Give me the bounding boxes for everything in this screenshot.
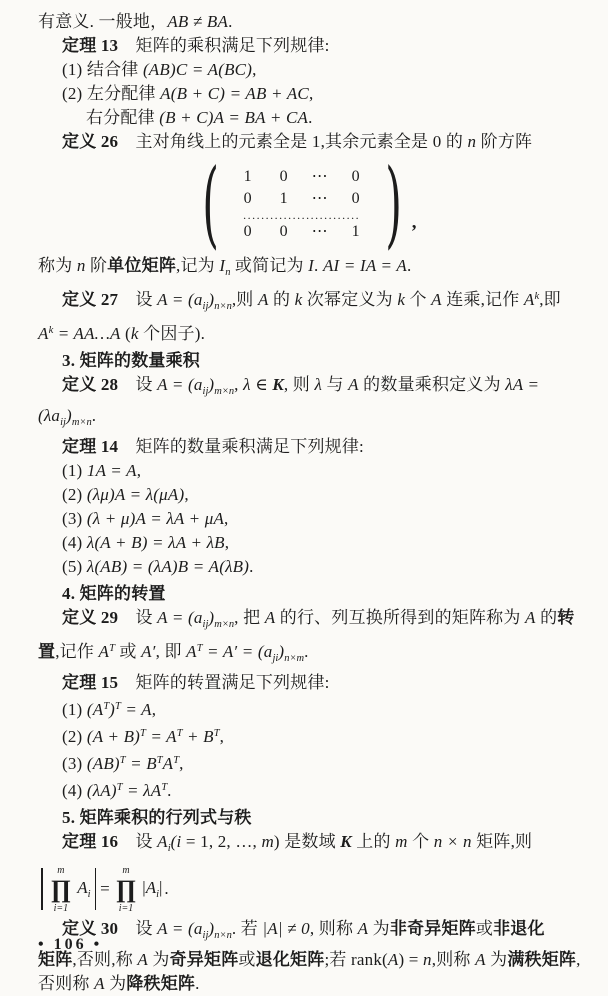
text-segment: T — [196, 643, 203, 654]
text-segment: 定义 26 — [62, 132, 119, 151]
text-segment: 次幂定义为 — [302, 290, 398, 309]
text-segment: A — [77, 878, 88, 897]
text-segment: 与 — [322, 375, 349, 394]
text-segment: . — [228, 12, 233, 31]
text-segment: 非退化 — [493, 919, 545, 938]
text-segment: 1A = A — [86, 461, 137, 480]
matrix-entry: 0 — [279, 167, 288, 185]
text-segment: 矩阵,则 — [471, 832, 533, 851]
section-3-heading — [0, 349, 608, 373]
theorem-15-item-2 — [0, 722, 608, 749]
text-segment: k — [130, 324, 139, 343]
matrix-entry: 0 — [243, 222, 252, 240]
text-segment: ,即 — [539, 290, 561, 309]
text-segment: k — [534, 291, 540, 302]
text-segment: ) — [278, 642, 285, 661]
text-segment: 或简记为 — [230, 256, 309, 275]
text-segment: , — [184, 485, 189, 504]
text-segment: T — [173, 755, 180, 766]
text-segment: m×n — [214, 619, 235, 630]
text-segment: A = (a — [157, 919, 203, 938]
text-segment: n×m — [284, 653, 305, 664]
theorem-15 — [0, 671, 608, 695]
text-segment: (2) 左分配律 — [62, 84, 161, 103]
matrix-entry: 0 — [351, 189, 360, 207]
text-segment: , — [136, 461, 142, 480]
text-segment: 设 — [118, 608, 158, 627]
text-segment: (5) — [62, 557, 87, 576]
text-segment: 矩阵的转置满足下列规律: — [118, 673, 330, 692]
text-segment: = A′ = (a — [202, 642, 273, 661]
text-segment: A — [348, 375, 359, 394]
text-segment: 称为 — [38, 256, 77, 275]
text-segment: A — [257, 290, 269, 309]
text-segment: n — [76, 256, 86, 275]
text-segment: 为 — [485, 950, 508, 969]
text-segment: A = (a — [157, 290, 203, 309]
text-segment: ) — [208, 919, 215, 938]
text-segment: k — [397, 290, 406, 309]
product-operator — [51, 865, 72, 914]
text-segment: λ(AB) = (λA)B = A(λB) — [86, 557, 250, 576]
text-segment: . — [406, 256, 412, 275]
text-segment: (4) — [62, 533, 87, 552]
matrix-dots: .......................... — [243, 209, 361, 221]
text-segment: T — [103, 701, 110, 712]
text-segment: ( — [170, 832, 177, 851]
text-segment: (λμ)A = λ(μA) — [86, 485, 185, 504]
matrix-entry: 0 — [279, 222, 288, 240]
text-segment: T — [140, 728, 146, 739]
text-segment: m×n — [214, 386, 235, 397]
text-segment: , 把 — [234, 608, 265, 627]
text-segment: 定理 14 — [62, 437, 119, 456]
text-segment: (λa — [38, 406, 61, 425]
matrix-entry: 1 — [351, 222, 360, 240]
text-segment: T — [115, 701, 121, 712]
text-segment: = A — [120, 700, 152, 719]
text-segment: . — [249, 557, 254, 576]
text-segment: ij — [202, 386, 209, 397]
theorem-14-item-1 — [0, 459, 608, 483]
identity-matrix — [0, 149, 608, 259]
determinant-product-formula — [0, 863, 608, 915]
theorem-15-item-4 — [0, 776, 608, 803]
definition-27 — [0, 285, 608, 319]
formula-period: . — [164, 879, 169, 898]
text-segment: 阶方阵 — [476, 132, 533, 151]
product-upper-limit: m — [122, 864, 130, 876]
text-segment: T — [161, 782, 168, 793]
text-segment: K — [340, 832, 352, 851]
text-segment: 的 — [535, 608, 558, 627]
text-segment: 设 — [118, 290, 158, 309]
text-segment: ,否则,称 — [72, 950, 138, 969]
section-4-heading — [0, 582, 608, 606]
abs-bar — [41, 868, 43, 910]
text-segment: T — [116, 782, 123, 793]
text-segment: 单位矩阵 — [107, 256, 177, 275]
text-segment: 定义 27 — [62, 290, 119, 309]
text-segment: AB ≠ BA — [167, 12, 229, 31]
text-segment: ,记作 — [55, 642, 99, 661]
text-segment: m×n — [71, 417, 92, 428]
text-segment: m — [395, 832, 408, 851]
product-lower-limit: i=1 — [53, 902, 69, 914]
text-segment: ) — [208, 375, 215, 394]
text-segment: 置 — [38, 642, 56, 661]
text-segment: ) — [208, 608, 215, 627]
text-segment: AI = IA = A — [322, 256, 407, 275]
text-segment: 定义 28 — [62, 375, 119, 394]
text-segment: | — [142, 878, 146, 897]
text-segment: (2) — [62, 485, 87, 504]
text-segment: ) — [65, 406, 72, 425]
text-segment: |A| ≠ 0 — [262, 919, 310, 938]
text-segment: n — [467, 132, 477, 151]
text-segment: i — [87, 889, 91, 900]
text-segment: A — [186, 642, 197, 661]
text-segment: i — [167, 843, 171, 854]
text-segment: ij — [202, 930, 209, 941]
text-segment: (2) — [62, 727, 87, 746]
text-segment: 或 — [238, 950, 256, 969]
text-segment: 3. 矩阵的数量乘积 — [62, 351, 200, 370]
text-segment: 个因子). — [138, 324, 206, 343]
text-segment: = λA — [122, 781, 162, 800]
text-segment: , — [252, 60, 257, 79]
matrix-right-paren: ) — [384, 149, 402, 259]
text-segment: (3) — [62, 509, 87, 528]
formula-argument — [141, 878, 163, 900]
equals-sign: = — [100, 879, 110, 898]
text-segment: 矩阵的数量乘积满足下列规律: — [118, 437, 364, 456]
text-segment: n×n — [214, 930, 232, 941]
definition-28 — [0, 373, 608, 404]
text-segment: (1) — [62, 461, 87, 480]
text-line-intro — [0, 10, 608, 34]
text-segment: = AA…A — [53, 324, 121, 343]
text-segment: 5. 矩阵乘积的行列式与秩 — [62, 808, 252, 827]
text-segment: 主对角线上的元素全是 1,其余元素全是 0 的 — [118, 132, 468, 151]
abs-bar — [95, 868, 97, 910]
text-segment: (3) — [62, 754, 87, 773]
text-segment: I — [219, 256, 226, 275]
text-segment: , — [224, 533, 230, 552]
text-segment: I — [308, 256, 315, 275]
text-segment: 定义 30 — [62, 919, 119, 938]
text-segment: 设 — [118, 919, 158, 938]
text-segment: (4) — [62, 781, 87, 800]
text-segment: + B — [182, 727, 214, 746]
definition-30-cont-2 — [0, 972, 608, 996]
text-segment: 或 — [475, 919, 494, 938]
text-segment: 定义 29 — [62, 608, 119, 627]
theorem-13-item-2b — [0, 106, 608, 130]
product-symbol: ∏ — [50, 875, 72, 903]
definition-27-cont — [0, 319, 608, 346]
text-segment: (λA) — [86, 781, 117, 800]
matrix-entry: 0 — [243, 189, 252, 207]
text-segment: , — [151, 700, 157, 719]
text-segment: (λ + μ)A = λA + μA — [86, 509, 225, 528]
text-segment: ij — [202, 619, 209, 630]
text-segment: . — [304, 642, 309, 661]
formula-argument — [76, 878, 91, 900]
text-segment: A — [523, 290, 535, 309]
text-segment: (B + C)A = BA + CA — [159, 108, 309, 127]
text-segment: . — [91, 406, 97, 425]
text-segment: (A + B) — [86, 727, 141, 746]
theorem-16 — [0, 830, 608, 861]
text-segment: n — [225, 267, 231, 278]
text-segment: ) — [109, 700, 116, 719]
theorem-14-item-4 — [0, 531, 608, 555]
text-segment: 降秩矩阵 — [126, 974, 196, 993]
text-segment: . 若 — [231, 919, 263, 938]
definition-26 — [0, 130, 608, 154]
text-segment: 为 — [104, 974, 127, 993]
text-segment: A — [525, 608, 536, 627]
text-segment: . — [167, 781, 172, 800]
matrix-left-paren: ( — [201, 149, 219, 259]
text-segment: | — [159, 878, 163, 897]
theorem-14-item-3 — [0, 507, 608, 531]
theorem-13 — [0, 34, 608, 58]
text-segment: ) = — [398, 950, 424, 969]
matrix-entries — [230, 166, 374, 243]
text-segment: T — [156, 755, 163, 766]
text-segment: 否则称 — [38, 974, 95, 993]
text-segment: , — [234, 375, 244, 394]
matrix-entry: 1 — [243, 167, 252, 185]
text-segment: ;若 rank( — [324, 950, 388, 969]
text-segment: , — [576, 950, 581, 969]
text-segment: λA = — [505, 375, 540, 394]
text-segment: , — [179, 754, 184, 773]
text-segment: A — [157, 832, 168, 851]
identity-matrix-caption — [0, 254, 608, 285]
text-segment: . — [195, 974, 200, 993]
text-segment: (A — [86, 700, 104, 719]
text-segment: 设 — [118, 832, 158, 851]
text-segment: (AB)C = A(BC) — [142, 60, 253, 79]
matrix-trailing-comma: , — [411, 212, 417, 233]
text-segment: i — [156, 889, 159, 900]
definition-29-cont — [0, 637, 608, 671]
matrix-entry: ⋯ — [311, 167, 328, 185]
text-segment: A — [98, 642, 110, 661]
text-segment: ij — [60, 417, 66, 428]
text-segment: A — [94, 974, 105, 993]
text-segment: (1) 结合律 — [62, 60, 143, 79]
text-segment: = B — [125, 754, 157, 773]
text-segment: 的行、列互换所得到的矩阵称为 — [275, 608, 526, 627]
text-segment: A′ — [141, 642, 156, 661]
text-segment: A — [145, 878, 157, 897]
text-segment: 上的 — [351, 832, 396, 851]
text-segment: 或 — [114, 642, 142, 661]
definition-29 — [0, 606, 608, 637]
text-segment: A — [357, 919, 369, 938]
text-segment: , — [308, 84, 314, 103]
text-segment: A — [162, 754, 174, 773]
text-segment: 为 — [368, 919, 390, 938]
section-5-heading — [0, 806, 608, 830]
text-segment: ji — [272, 653, 279, 664]
text-segment: 为 — [147, 950, 170, 969]
text-segment: 个 — [405, 290, 432, 309]
theorem-14 — [0, 435, 608, 459]
text-segment: 的数量乘积定义为 — [358, 375, 506, 394]
text-segment: K — [272, 375, 284, 394]
text-segment: λ ∈ — [243, 375, 273, 394]
text-segment: n × n — [433, 832, 472, 851]
text-segment: A(B + C) = AB + AC — [160, 84, 309, 103]
text-segment: k — [294, 290, 303, 309]
text-segment: = 1, 2, …, — [181, 832, 262, 851]
text-segment: ( — [120, 324, 131, 343]
text-segment: A — [431, 290, 442, 309]
text-segment: 定理 16 — [62, 832, 119, 851]
product-operator — [116, 865, 137, 914]
text-segment: 有意义. 一般地， — [38, 12, 168, 31]
theorem-15-item-3 — [0, 749, 608, 776]
page-content — [0, 10, 608, 996]
product-upper-limit: m — [57, 864, 65, 876]
text-segment: 个 — [407, 832, 434, 851]
matrix-entry: 1 — [279, 189, 288, 207]
text-segment: , — [219, 727, 225, 746]
page-number: • 106 • — [38, 936, 103, 953]
text-segment: T — [176, 728, 183, 739]
text-segment: n — [423, 950, 432, 969]
text-segment: = A — [145, 727, 177, 746]
text-segment: 奇异矩阵 — [169, 950, 239, 969]
text-segment: A — [38, 324, 49, 343]
text-segment: (1) — [62, 700, 87, 719]
text-segment: T — [119, 755, 126, 766]
text-segment: ) — [208, 290, 215, 309]
text-segment: . — [314, 256, 323, 275]
text-segment: T — [213, 728, 220, 739]
text-segment: ,则称 — [431, 950, 476, 969]
text-segment: i — [176, 832, 182, 851]
text-segment: m — [261, 832, 274, 851]
text-segment: 非奇异矩阵 — [389, 919, 476, 938]
text-segment: 连乘,记作 — [441, 290, 524, 309]
text-segment: 定理 13 — [62, 36, 119, 55]
text-segment: ) 是数域 — [273, 832, 341, 851]
theorem-13-item-1 — [0, 58, 608, 82]
text-segment: 的 — [268, 290, 295, 309]
text-segment: T — [109, 643, 115, 654]
text-segment: 矩阵的乘积满足下列规律: — [118, 36, 330, 55]
text-segment: 定理 15 — [62, 673, 119, 692]
text-segment: 阶 — [85, 256, 108, 275]
theorem-14-item-2 — [0, 483, 608, 507]
text-segment: , 则称 — [309, 919, 358, 938]
matrix-entry: ⋯ — [311, 189, 328, 207]
text-segment: n×n — [214, 301, 232, 312]
text-segment: A — [264, 608, 276, 627]
text-segment: λ(A + B) = λA + λB — [86, 533, 225, 552]
definition-28-cont — [0, 404, 608, 435]
text-segment: ,记为 — [176, 256, 220, 275]
product-symbol: ∏ — [115, 875, 137, 903]
product-lower-limit: i=1 — [118, 902, 134, 914]
text-segment: , 即 — [155, 642, 187, 661]
text-segment: A = (a — [157, 375, 203, 394]
text-segment: , 则 — [283, 375, 315, 394]
text-segment: A — [475, 950, 486, 969]
text-segment: 矩阵 — [38, 950, 73, 969]
text-segment: A = (a — [157, 608, 203, 627]
text-segment: k — [48, 325, 54, 336]
text-segment: , — [224, 509, 229, 528]
theorem-13-item-2 — [0, 82, 608, 106]
text-segment: ij — [202, 301, 209, 312]
text-segment: 设 — [118, 375, 158, 394]
text-segment: (AB) — [86, 754, 120, 773]
matrix-entry: ⋯ — [311, 222, 328, 240]
text-segment: . — [308, 108, 313, 127]
text-segment: A — [387, 950, 399, 969]
text-segment: 转 — [557, 608, 575, 627]
text-segment: 4. 矩阵的转置 — [62, 584, 166, 603]
text-segment: ,则 — [231, 290, 258, 309]
theorem-15-item-1 — [0, 695, 608, 722]
text-segment: 满秩矩阵 — [507, 950, 577, 969]
text-segment: 右分配律 — [86, 108, 160, 127]
text-segment: A — [137, 950, 148, 969]
text-segment: λ — [314, 375, 323, 394]
text-segment: 退化矩阵 — [255, 950, 325, 969]
matrix-entry: 0 — [351, 167, 360, 185]
theorem-14-item-5 — [0, 555, 608, 579]
